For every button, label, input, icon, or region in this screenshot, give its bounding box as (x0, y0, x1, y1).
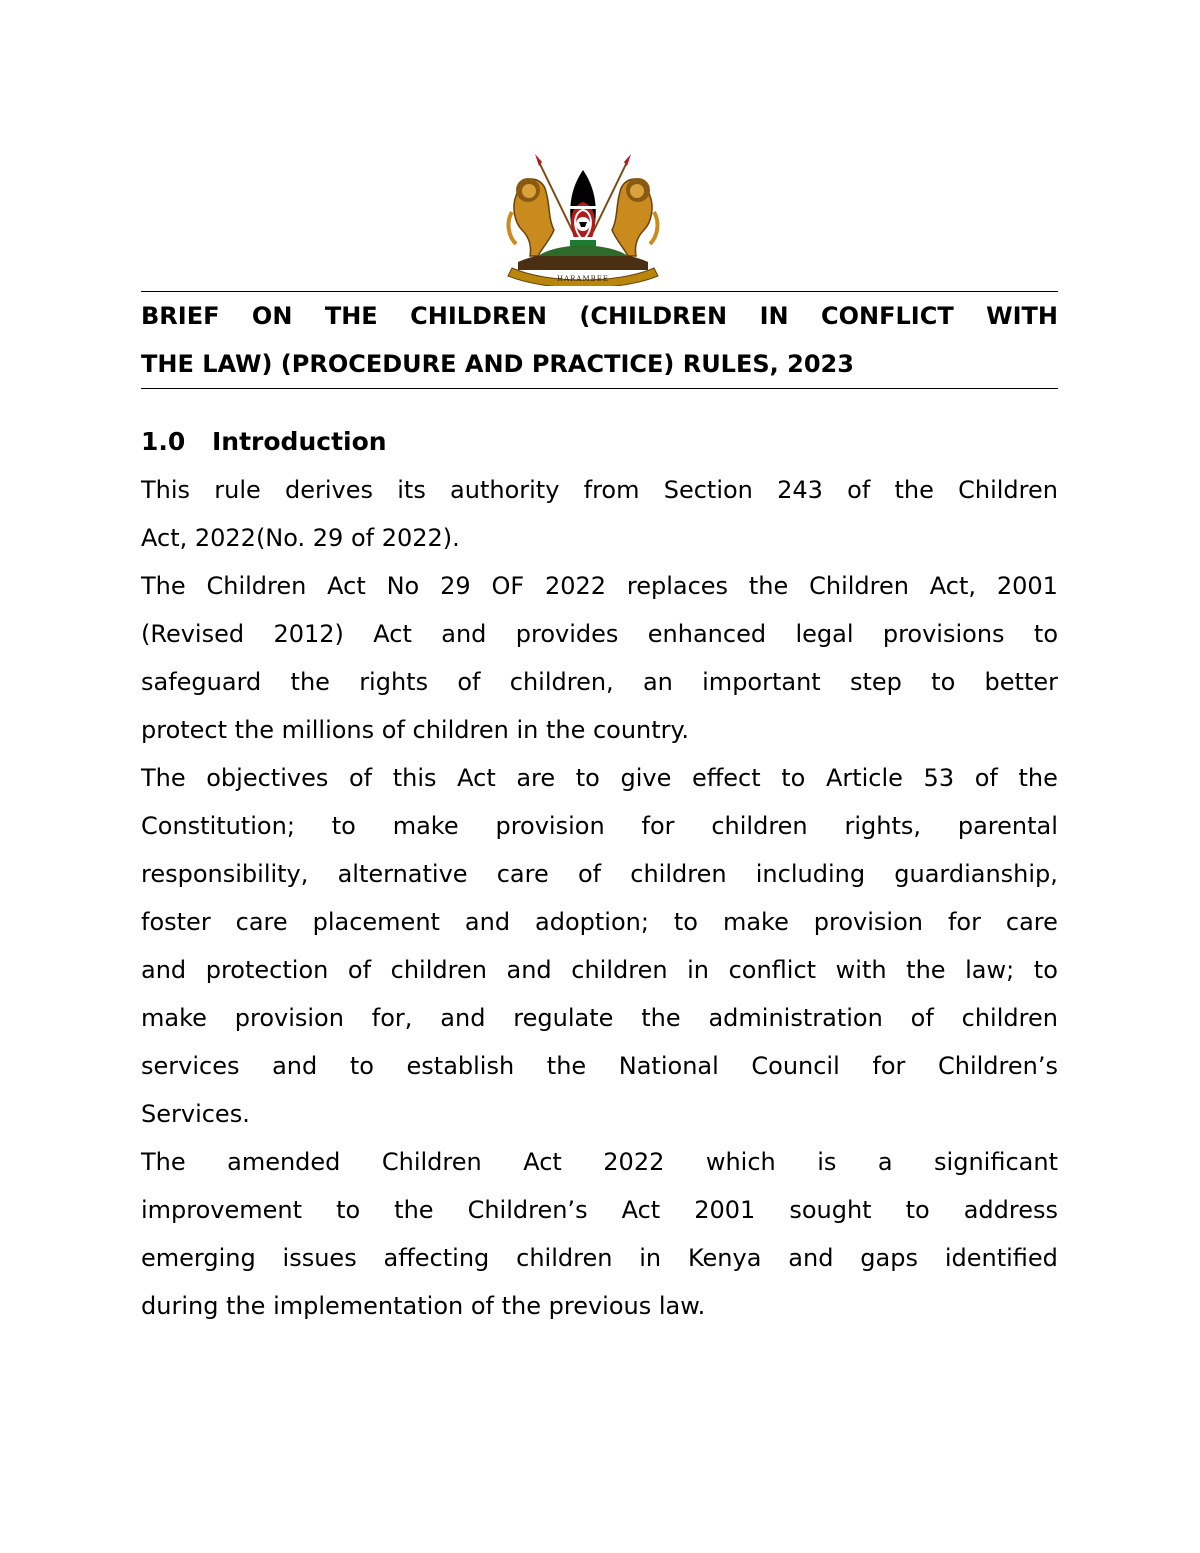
paragraph-line: The objectives of this Act are to give effect to Article 53 of the (141, 764, 1058, 792)
paragraph (141, 562, 1058, 754)
paragraph (141, 754, 1058, 1138)
svg-text:HARAMBEE: HARAMBEE (556, 275, 610, 283)
paragraph-line: services and to establish the National Council for Children’s (141, 1052, 1058, 1080)
paragraph-line: This rule derives its authority from Section 243 of the Children (141, 476, 1058, 504)
document-title (141, 291, 1058, 389)
section-title: Introduction (212, 427, 387, 456)
body-text (141, 466, 1058, 1330)
paragraph-line: responsibility, alternative care of children including guardianship, (141, 860, 1058, 888)
title-line-1: BRIEF ON THE CHILDREN (CHILDREN IN CONFLICT WITH (141, 302, 1058, 330)
paragraph (141, 466, 1058, 562)
title-line-2: THE LAW) (PROCEDURE AND PRACTICE) RULES, 2023 (141, 350, 854, 378)
paragraph (141, 1138, 1058, 1330)
paragraph-line: Act, 2022(No. 29 of 2022). (141, 524, 460, 552)
section-number: 1.0 (141, 427, 186, 456)
paragraph-line: emerging issues affecting children in Kenya and gaps identified (141, 1244, 1058, 1272)
paragraph-line: foster care placement and adoption; to make provision for care (141, 908, 1058, 936)
paragraph-line: The amended Children Act 2022 which is a significant (141, 1148, 1058, 1176)
paragraph-line: improvement to the Children’s Act 2001 sought to address (141, 1196, 1058, 1224)
paragraph-line: and protection of children and children in conflict with the law; to (141, 956, 1058, 984)
paragraph-line: Constitution; to make provision for children rights, parental (141, 812, 1058, 840)
paragraph-line: The Children Act No 29 OF 2022 replaces the Children Act, 2001 (141, 572, 1058, 600)
paragraph-line: Services. (141, 1100, 250, 1128)
paragraph-line: (Revised 2012) Act and provides enhanced legal provisions to (141, 620, 1058, 648)
paragraph-line: during the implementation of the previous law. (141, 1292, 706, 1320)
coat-of-arms-icon (498, 152, 668, 286)
paragraph-line: protect the millions of children in the country. (141, 716, 689, 744)
paragraph-line: safeguard the rights of children, an important step to better (141, 668, 1058, 696)
section-heading (141, 418, 387, 466)
paragraph-line: make provision for, and regulate the administration of children (141, 1004, 1058, 1032)
